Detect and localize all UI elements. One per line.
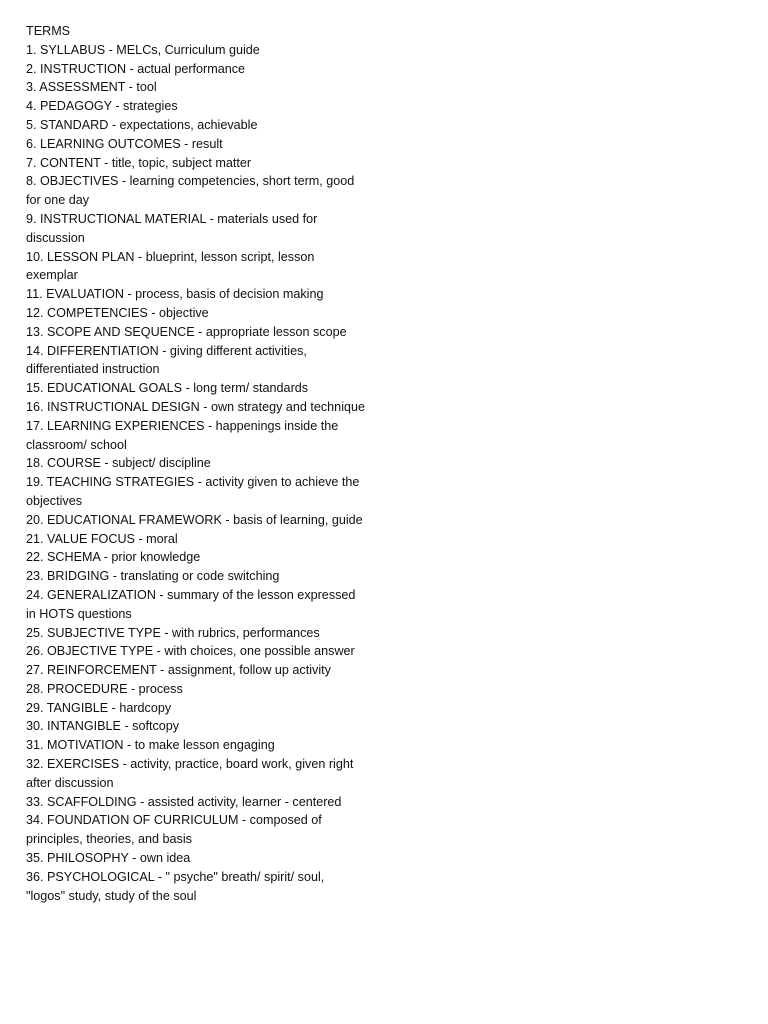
term-item: 20. EDUCATIONAL FRAMEWORK - basis of learning, guide bbox=[26, 512, 363, 527]
term-item: 11. EVALUATION - process, basis of decision making bbox=[26, 287, 324, 302]
term-item: 24. GENERALIZATION - summary of the lesson expressed in HOTS questions bbox=[26, 587, 356, 621]
term-item: 29. TANGIBLE - hardcopy bbox=[26, 700, 172, 715]
term-item: 14. DIFFERENTIATION - giving different activities, differentiated instruction bbox=[26, 343, 307, 377]
term-item: 18. COURSE - subject/ discipline bbox=[26, 456, 211, 471]
terms-list bbox=[26, 41, 366, 906]
term-item: 23. BRIDGING - translating or code switching bbox=[26, 569, 280, 584]
term-item: 27. REINFORCEMENT - assignment, follow up activity bbox=[26, 663, 331, 678]
term-item: 21. VALUE FOCUS - moral bbox=[26, 531, 178, 546]
term-item: 3. ASSESSMENT - tool bbox=[26, 80, 157, 95]
term-item: 19. TEACHING STRATEGIES - activity given to achieve the objectives bbox=[26, 475, 360, 508]
term-item: 2. INSTRUCTION - actual performance bbox=[26, 61, 246, 76]
term-item: 5. STANDARD - expectations, achievable bbox=[26, 117, 258, 132]
term-item: 36. PSYCHOLOGICAL - " psyche" breath/ spirit/ soul, "logos" study, study of the soul bbox=[26, 869, 325, 903]
term-item: 32. EXERCISES - activity, practice, board work, given right after discussion bbox=[26, 757, 354, 790]
document-heading: TERMS bbox=[26, 24, 71, 38]
term-item: 28. PROCEDURE - process bbox=[26, 681, 183, 696]
term-item: 4. PEDAGOGY - strategies bbox=[26, 99, 178, 114]
term-item: 35. PHILOSOPHY - own idea bbox=[26, 851, 191, 866]
term-item: 15. EDUCATIONAL GOALS - long term/ standards bbox=[26, 381, 309, 396]
term-item: 17. LEARNING EXPERIENCES - happenings inside the classroom/ school bbox=[26, 418, 339, 452]
term-item: 9. INSTRUCTIONAL MATERIAL - materials used for discussion bbox=[26, 211, 318, 245]
term-item: 8. OBJECTIVES - learning competencies, short term, good for one day bbox=[26, 174, 355, 208]
term-item: 13. SCOPE AND SEQUENCE - appropriate lesson scope bbox=[26, 324, 347, 339]
term-item: 22. SCHEMA - prior knowledge bbox=[26, 550, 201, 565]
term-item: 6. LEARNING OUTCOMES - result bbox=[26, 136, 223, 151]
term-item: 34. FOUNDATION OF CURRICULUM - composed of principles, theories, and basis bbox=[26, 813, 322, 847]
term-item: 33. SCAFFOLDING - assisted activity, learner - centered bbox=[26, 794, 342, 809]
term-item: 12. COMPETENCIES - objective bbox=[26, 305, 209, 320]
term-item: 31. MOTIVATION - to make lesson engaging bbox=[26, 738, 275, 753]
term-item: 26. OBJECTIVE TYPE - with choices, one possible answer bbox=[26, 644, 355, 659]
term-item: 16. INSTRUCTIONAL DESIGN - own strategy and technique bbox=[26, 399, 365, 414]
term-item: 10. LESSON PLAN - blueprint, lesson script, lesson exemplar bbox=[26, 249, 315, 283]
term-item: 1. SYLLABUS - MELCs, Curriculum guide bbox=[26, 42, 260, 57]
term-item: 7. CONTENT - title, topic, subject matter bbox=[26, 155, 252, 170]
term-item: 30. INTANGIBLE - softcopy bbox=[26, 719, 180, 734]
document-page bbox=[26, 22, 366, 905]
term-item: 25. SUBJECTIVE TYPE - with rubrics, performances bbox=[26, 625, 320, 640]
